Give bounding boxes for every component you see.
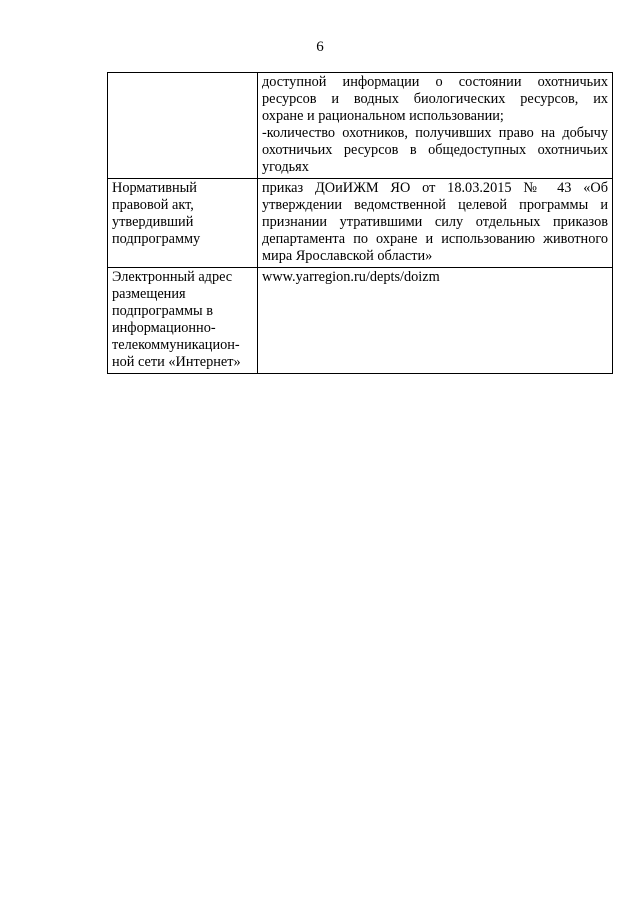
indicators-value-cell bbox=[258, 73, 613, 179]
web-address-label-line: Электронный адрес bbox=[112, 269, 233, 285]
web-address-link[interactable]: www.yarregion.ru/depts/doizm bbox=[262, 269, 440, 285]
page-number: 6 bbox=[316, 39, 324, 55]
indicators-line: охране и рациональном использовании; bbox=[262, 108, 504, 124]
legal-act-label-line: подпрограмму bbox=[112, 231, 201, 247]
web-address-value-cell bbox=[258, 268, 613, 374]
legal-act-value-line: признании утратившими силу отдельных приказов bbox=[262, 214, 608, 230]
subprogram-passport-table bbox=[107, 72, 613, 374]
web-address-label-line: ной сети «Интернет» bbox=[112, 354, 241, 370]
web-address-label-line: информационно- bbox=[112, 320, 216, 336]
legal-act-value-cell bbox=[258, 179, 613, 268]
indicators-line: -количество охотников, получивших право на добычу bbox=[262, 125, 608, 141]
indicators-line: ресурсов и водных биологических ресурсов, их bbox=[262, 91, 608, 107]
legal-act-label-line: Нормативный bbox=[112, 180, 197, 196]
label-cell-empty bbox=[108, 73, 258, 179]
table-row-web-address bbox=[108, 268, 613, 374]
indicators-line: доступной информации о состоянии охотничьих bbox=[262, 74, 608, 90]
legal-act-value-line: приказ ДОиИЖМ ЯО от 18.03.2015 № 43 «Об bbox=[262, 180, 608, 196]
web-address-label-cell bbox=[108, 268, 258, 374]
web-address-label-line: подпрограммы в bbox=[112, 303, 213, 319]
legal-act-value-line: утверждении ведомственной целевой программы и bbox=[262, 197, 608, 213]
table-row-indicators-continued bbox=[108, 73, 613, 179]
legal-act-label-line: утвердивший bbox=[112, 214, 194, 230]
indicators-line: угодьях bbox=[262, 159, 309, 175]
legal-act-value-line: департамента по охране и использованию животного bbox=[262, 231, 608, 247]
table-row-legal-act bbox=[108, 179, 613, 268]
indicators-line: охотничьих ресурсов в общедоступных охотничьих bbox=[262, 142, 608, 158]
legal-act-label-line: правовой акт, bbox=[112, 197, 194, 213]
legal-act-label-cell bbox=[108, 179, 258, 268]
legal-act-value-line: мира Ярославской области» bbox=[262, 248, 433, 264]
web-address-label-line: размещения bbox=[112, 286, 186, 302]
web-address-label-line: телекоммуникацион- bbox=[112, 337, 240, 353]
